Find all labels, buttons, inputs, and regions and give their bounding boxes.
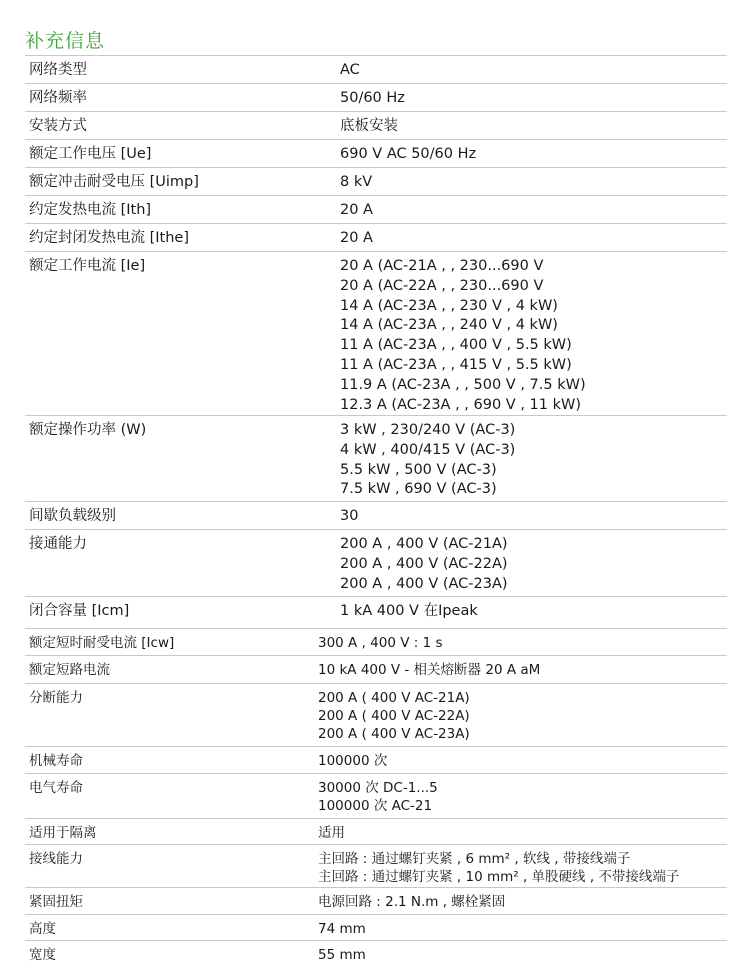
row-label: 额定工作电流 [Ie]	[29, 258, 146, 274]
row-label: 间歇负载级别	[29, 508, 116, 524]
table-row	[25, 223, 727, 251]
value-line: 30	[340, 508, 359, 524]
row-label: 宽度	[29, 947, 56, 963]
row-label: 约定封闭发热电流 [Ithe]	[29, 230, 189, 246]
value-line: 1 kA 400 V 在Ipeak	[340, 603, 478, 619]
value-line: 100000 次 AC-21	[318, 798, 433, 814]
row-label: 紧固扭矩	[29, 894, 83, 910]
row-label: 网络类型	[29, 62, 87, 78]
value-line: 200 A , 400 V (AC-22A)	[340, 555, 508, 572]
table-row	[25, 195, 727, 223]
row-value	[340, 117, 398, 137]
value-line: 100000 次	[318, 753, 388, 769]
value-line: 5.5 kW , 500 V (AC-3)	[340, 461, 497, 478]
value-line: 200 A , 400 V (AC-23A)	[340, 575, 508, 592]
row-value	[318, 661, 540, 679]
value-line: 11 A (AC-23A , , 415 V , 5.5 kW)	[340, 356, 572, 373]
table-row	[25, 940, 727, 966]
value-line: 底板安装	[340, 118, 398, 134]
row-value	[340, 201, 373, 221]
value-line: 55 mm	[318, 947, 366, 963]
table-row	[25, 55, 727, 83]
row-value	[340, 61, 360, 81]
table-row	[25, 773, 727, 818]
table-row	[25, 683, 727, 746]
section-title: 补充信息	[25, 30, 106, 52]
value-line: 8 kV	[340, 174, 373, 190]
row-value	[340, 257, 586, 415]
row-value	[340, 602, 478, 622]
spec-table	[25, 55, 727, 966]
table-row	[25, 251, 727, 415]
table-row	[25, 167, 727, 195]
row-value	[340, 535, 508, 594]
row-label: 额定工作电压 [Ue]	[29, 146, 152, 162]
row-label: 闭合容量 [Icm]	[29, 603, 130, 619]
table-row	[25, 628, 727, 655]
row-label: 额定短路电流	[29, 662, 110, 678]
value-line: 74 mm	[318, 921, 366, 937]
table-row	[25, 83, 727, 111]
value-line: 4 kW , 400/415 V (AC-3)	[340, 441, 516, 458]
value-line: 20 A	[340, 230, 373, 246]
value-line: 200 A ( 400 V AC-22A)	[318, 708, 470, 724]
row-label: 高度	[29, 921, 56, 937]
row-label: 额定冲击耐受电压 [Uimp]	[29, 174, 199, 190]
row-label: 额定操作功率 (W)	[29, 422, 147, 438]
row-value	[340, 507, 358, 527]
table-row	[25, 746, 727, 773]
value-line: 7.5 kW , 690 V (AC-3)	[340, 481, 497, 498]
row-value	[318, 920, 366, 938]
value-line: 11 A (AC-23A , , 400 V , 5.5 kW)	[340, 337, 572, 354]
row-label: 约定发热电流 [Ith]	[29, 202, 152, 218]
value-line: 12.3 A (AC-23A , , 690 V , 11 kW)	[340, 396, 581, 413]
value-line: 适用	[318, 825, 345, 841]
value-line: 主回路 : 通过螺钉夹紧 , 6 mm² , 软线 , 带接线端子	[318, 851, 631, 867]
row-label: 分断能力	[29, 690, 83, 706]
table-row	[25, 139, 727, 167]
value-line: 200 A ( 400 V AC-23A)	[318, 726, 470, 742]
table-row	[25, 914, 727, 940]
value-line: 主回路 : 通过螺钉夹紧 , 10 mm² , 单股硬线 , 不带接线端子	[318, 869, 680, 885]
row-value	[340, 89, 405, 109]
value-line: 14 A (AC-23A , , 230 V , 4 kW)	[340, 297, 558, 314]
row-label: 网络频率	[29, 90, 87, 106]
row-label: 接线能力	[29, 851, 83, 867]
value-line: 20 A (AC-22A , , 230...690 V	[340, 277, 544, 294]
row-label: 机械寿命	[29, 753, 83, 769]
value-line: 10 kA 400 V - 相关熔断器 20 A aM	[318, 662, 541, 678]
value-line: 电源回路 : 2.1 N.m , 螺栓紧固	[318, 894, 506, 910]
row-value	[318, 752, 387, 770]
row-value	[340, 145, 476, 165]
value-line: 200 A ( 400 V AC-21A)	[318, 690, 470, 706]
table-row	[25, 887, 727, 914]
row-value	[318, 824, 345, 842]
row-value	[318, 850, 679, 886]
row-value	[318, 689, 470, 743]
row-label: 电气寿命	[29, 780, 83, 796]
table-row	[25, 529, 727, 596]
row-label: 适用于隔离	[29, 825, 97, 841]
table-row	[25, 844, 727, 887]
value-line: 20 A	[340, 202, 373, 218]
table-row	[25, 596, 727, 628]
value-line: 3 kW , 230/240 V (AC-3)	[340, 422, 516, 438]
value-line: 20 A (AC-21A , , 230...690 V	[340, 258, 544, 274]
value-line: 50/60 Hz	[340, 90, 405, 106]
value-line: 200 A , 400 V (AC-21A)	[340, 536, 508, 552]
row-value	[318, 634, 443, 652]
value-line: AC	[340, 62, 360, 78]
value-line: 30000 次 DC-1...5	[318, 780, 438, 796]
table-row	[25, 655, 727, 683]
value-line: 300 A , 400 V : 1 s	[318, 635, 443, 651]
value-line: 690 V AC 50/60 Hz	[340, 146, 477, 162]
table-row	[25, 501, 727, 529]
value-line: 14 A (AC-23A , , 240 V , 4 kW)	[340, 317, 558, 334]
table-row	[25, 818, 727, 844]
row-label: 安装方式	[29, 118, 87, 134]
row-value	[318, 893, 505, 911]
table-row	[25, 111, 727, 139]
row-label: 额定短时耐受电流 [Icw]	[29, 635, 175, 651]
row-value	[340, 229, 373, 249]
row-value	[340, 173, 372, 193]
value-line: 11.9 A (AC-23A , , 500 V , 7.5 kW)	[340, 376, 586, 393]
row-value	[340, 421, 515, 500]
table-row	[25, 415, 727, 501]
row-value	[318, 779, 438, 815]
row-label: 接通能力	[29, 536, 87, 552]
